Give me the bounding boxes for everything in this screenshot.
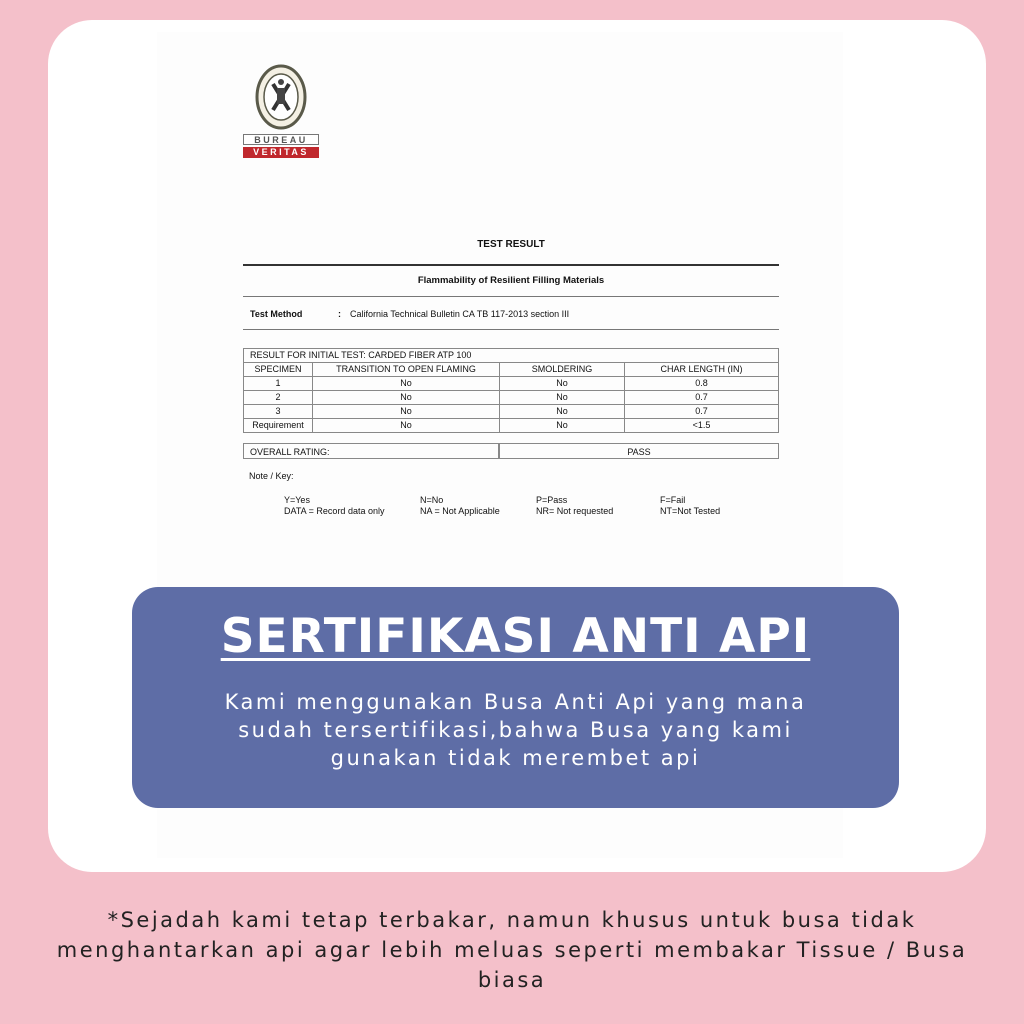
result-header: RESULT FOR INITIAL TEST: CARDED FIBER ATP 100: [244, 349, 779, 363]
table-cell: No: [500, 419, 625, 433]
column-header: SMOLDERING: [500, 363, 625, 377]
footnote: *Sejadah kami tetap terbakar, namun khusus untuk busa tidak menghantarkan api agar lebih meluas seperti membakar Tissue / Busa biasa: [56, 908, 968, 992]
key-item: DATA = Record data only: [284, 506, 385, 516]
test-method-value: California Technical Bulletin CA TB 117-2013 section III: [350, 309, 570, 319]
column-header: SPECIMEN: [244, 363, 313, 377]
report-title: TEST RESULT: [477, 239, 545, 250]
divider: [243, 329, 779, 330]
note-heading: Note / Key:: [249, 471, 294, 481]
table-cell: No: [500, 391, 625, 405]
overall-rating-value: PASS: [499, 443, 779, 459]
key-item: NR= Not requested: [536, 506, 614, 516]
banner-title: SERTIFIKASI ANTI API: [220, 609, 811, 664]
table-cell: Requirement: [244, 419, 313, 433]
seal-icon: [243, 62, 319, 132]
table-cell: 3: [244, 405, 313, 419]
table-cell: 1: [244, 377, 313, 391]
logo-word-bureau: BUREAU: [243, 134, 319, 145]
key-item: Y=Yes: [284, 495, 310, 505]
test-method-line: [243, 307, 779, 321]
key-item: F=Fail: [660, 495, 686, 505]
table-cell: No: [313, 377, 500, 391]
key-item: N=No: [420, 495, 444, 505]
divider: [243, 296, 779, 297]
overall-rating-label: OVERALL RATING:: [243, 443, 499, 459]
column-header: CHAR LENGTH (IN): [625, 363, 779, 377]
table-row: [244, 405, 779, 419]
column-header: TRANSITION TO OPEN FLAMING: [313, 363, 500, 377]
divider: [243, 264, 779, 266]
table-cell: No: [500, 377, 625, 391]
banner-text: Kami menggunakan Busa Anti Api yang mana sudah tersertifikasi,bahwa Busa yang kami gunakan tidak merembet api: [224, 690, 807, 770]
key-item: NA = Not Applicable: [420, 506, 500, 516]
table-cell: No: [313, 405, 500, 419]
table-cell: 0.8: [625, 377, 779, 391]
table-row: [244, 377, 779, 391]
logo-word-veritas: VERITAS: [243, 147, 319, 158]
key-item: P=Pass: [536, 495, 568, 505]
overall-rating: [243, 443, 779, 459]
test-method-colon: :: [338, 309, 341, 319]
report-subtitle: Flammability of Resilient Filling Materials: [417, 275, 605, 286]
key-item: NT=Not Tested: [660, 506, 721, 516]
table-column-row: [244, 363, 779, 377]
table-cell: 2: [244, 391, 313, 405]
table-header-row: [244, 349, 779, 363]
table-cell: No: [500, 405, 625, 419]
key-legend: [284, 495, 779, 517]
table-cell: <1.5: [625, 419, 779, 433]
table-row: [244, 391, 779, 405]
table-cell: 0.7: [625, 405, 779, 419]
table-row: [244, 419, 779, 433]
table-cell: No: [313, 419, 500, 433]
test-method-label: Test Method: [250, 309, 303, 319]
table-cell: No: [313, 391, 500, 405]
bureau-veritas-logo: [243, 62, 319, 158]
table-cell: 0.7: [625, 391, 779, 405]
results-table: [243, 348, 779, 433]
certification-banner: [132, 587, 899, 808]
test-report: [243, 230, 779, 517]
